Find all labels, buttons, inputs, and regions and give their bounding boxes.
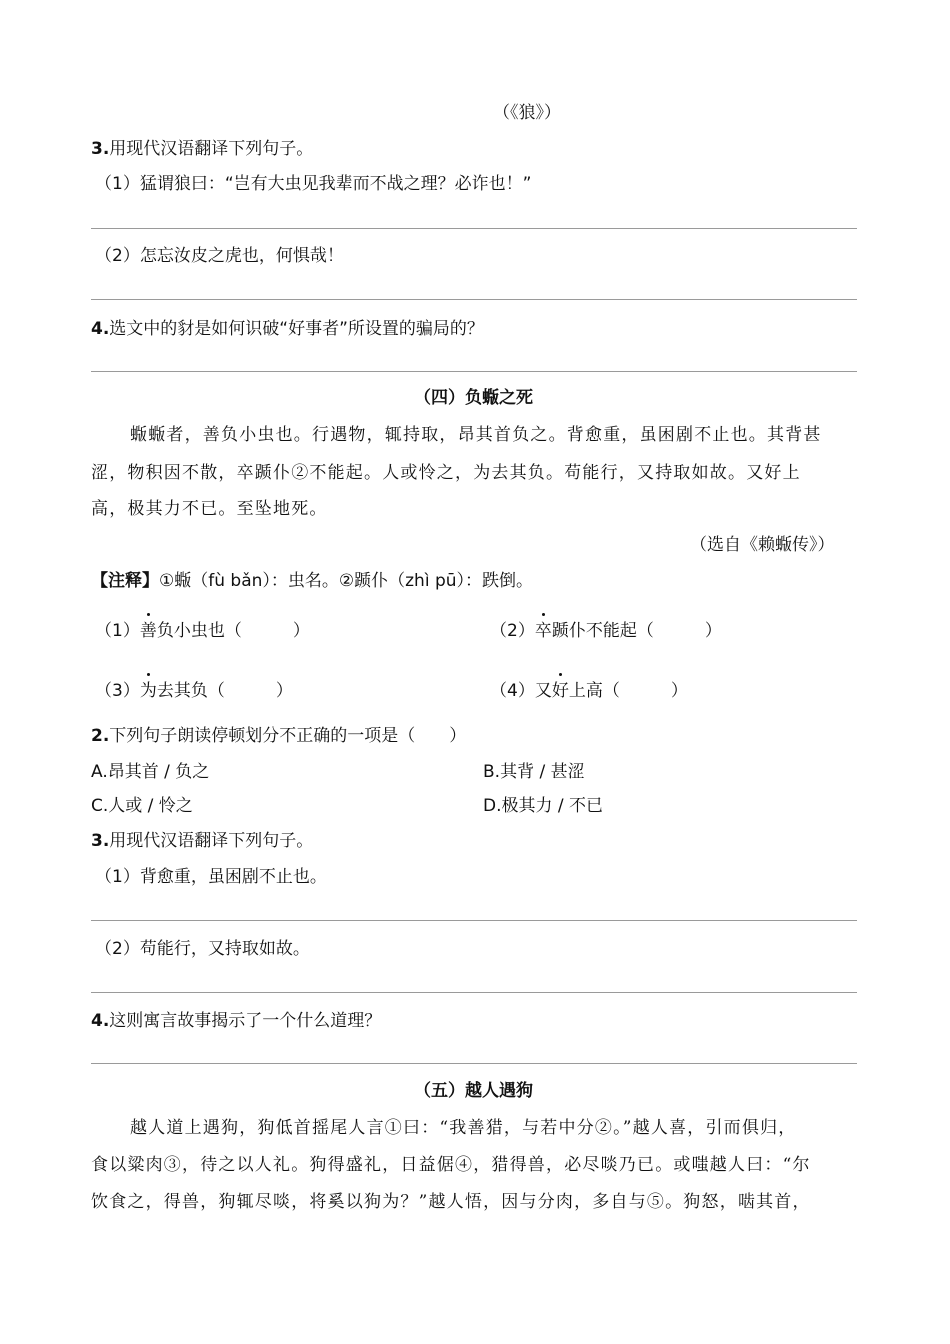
question-number: 2. xyxy=(91,726,110,746)
sentence-1: （1）猛谓狼曰：“岂有大虫见我辈而不战之理？必诈也！” xyxy=(95,174,532,194)
answer-line[interactable] xyxy=(91,371,857,372)
question-number: 3. xyxy=(91,831,110,851)
dotted-char: 好 xyxy=(551,681,569,701)
passage-line: 越人道上遇狗，狗低首摇尾人言①曰：“我善猎，与若中分②。”越人喜，引而俱归， xyxy=(130,1118,797,1138)
question-text: 选文中的豺是如何识破“好事者”所设置的骗局的？ xyxy=(109,319,484,339)
item-text: 去其负（ ） xyxy=(156,681,293,701)
item-num: （2） xyxy=(490,621,535,641)
item-4 xyxy=(490,679,688,703)
option-a[interactable]: A.昂其首 / 负之 xyxy=(91,762,210,782)
option-d[interactable]: D.极其力 / 不已 xyxy=(483,796,604,816)
item-3 xyxy=(95,679,293,703)
question-number: 4. xyxy=(91,319,110,339)
annotation-text: ①蝂（fù bǎn）：虫名。②踬仆（zhì pū）：跌倒。 xyxy=(159,571,534,591)
item-1 xyxy=(95,619,310,643)
passage-line: 涩，物积因不散，卒踬仆②不能起。人或怜之，为去其负。苟能行，又持取如故。又好上 xyxy=(91,463,801,483)
passage-line: 高，极其力不已。至坠地死。 xyxy=(91,499,328,519)
passage-line: 食以粱肉③，待之以人礼。狗得盛礼，日益倨④，猎得兽，必尽啖乃已。或嗤越人曰：“尔 xyxy=(91,1155,811,1175)
question-3-top xyxy=(91,137,313,161)
item-text: 踬仆不能起（ ） xyxy=(551,621,722,641)
answer-line[interactable] xyxy=(91,299,857,300)
question-3 xyxy=(91,829,313,853)
sentence-2: （2）苟能行，又持取如故。 xyxy=(95,939,310,959)
question-4-top xyxy=(91,317,484,341)
passage-line: 蝂蝂者，善负小虫也。行遇物，辄持取，昂其首负之。背愈重，虽困剧不止也。其背甚 xyxy=(130,425,822,445)
question-4 xyxy=(91,1009,381,1033)
dotted-char: 为 xyxy=(139,681,157,701)
dotted-char: 卒 xyxy=(534,621,552,641)
question-text: 用现代汉语翻译下列句子。 xyxy=(109,831,314,851)
answer-line[interactable] xyxy=(91,920,857,921)
option-c[interactable]: C.人或 / 怜之 xyxy=(91,796,193,816)
question-text: 这则寓言故事揭示了一个什么道理？ xyxy=(109,1011,382,1031)
sentence-1: （1）背愈重，虽困剧不止也。 xyxy=(95,867,327,887)
source-line: （《狼》） xyxy=(493,103,561,123)
section-title: （五）越人遇狗 xyxy=(414,1081,533,1101)
item-num: （1） xyxy=(95,621,140,641)
annotation-label: 【注释】 xyxy=(91,571,159,591)
passage-line: 饮食之，得兽，狗辄尽啖，将奚以狗为？”越人悟，因与分肉，多自与⑤。狗怒，啮其首， xyxy=(91,1192,811,1212)
item-num: （4）又 xyxy=(490,681,552,701)
section-title: （四）负蝂之死 xyxy=(414,388,533,408)
item-2 xyxy=(490,619,722,643)
question-text: 用现代汉语翻译下列句子。 xyxy=(109,139,314,159)
question-number: 4. xyxy=(91,1011,110,1031)
question-text: 下列句子朗读停顿划分不正确的一项是（ ） xyxy=(109,726,467,746)
answer-line[interactable] xyxy=(91,228,857,229)
question-2 xyxy=(91,724,466,748)
option-b[interactable]: B.其背 / 甚涩 xyxy=(483,762,585,782)
dotted-char: 善 xyxy=(139,621,157,641)
question-number: 3. xyxy=(91,139,110,159)
passage-source: （选自《赖蝂传》） xyxy=(690,535,835,555)
item-num: （3） xyxy=(95,681,140,701)
answer-line[interactable] xyxy=(91,992,857,993)
item-text: 上高（ ） xyxy=(568,681,688,701)
annotation xyxy=(91,569,533,593)
item-text: 负小虫也（ ） xyxy=(156,621,310,641)
sentence-2: （2）怎忘汝皮之虎也，何惧哉！ xyxy=(95,246,344,266)
answer-line[interactable] xyxy=(91,1063,857,1064)
